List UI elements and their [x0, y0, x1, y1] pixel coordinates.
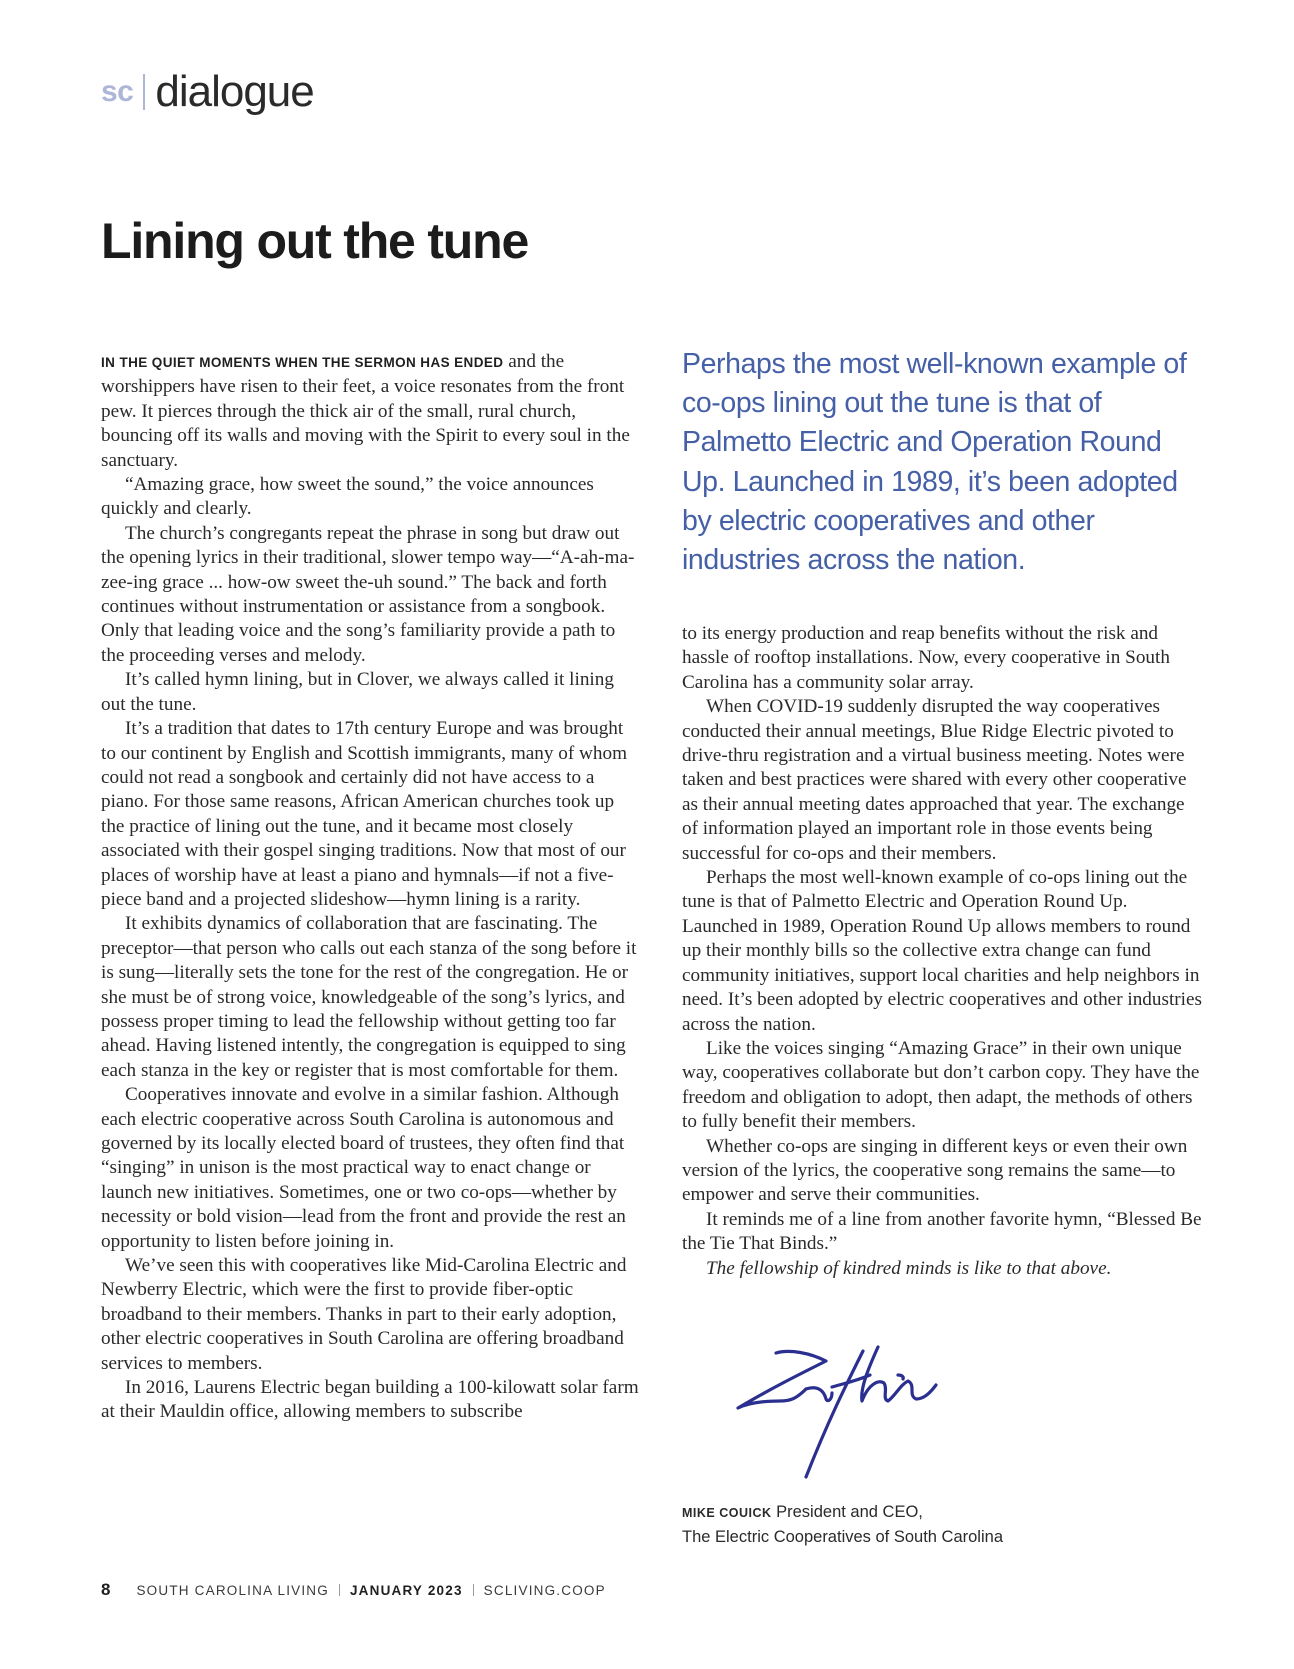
article-paragraph: The church’s congregants repeat the phrase in song but draw out the opening lyrics in their traditional, slower tempo way—“A-ah-ma-zee-ing grace ... how-ow sweet the-uh sound.” The back and forth continues without instrumentation or assistance from a songbook. Only that leading voice and the song’s familiarity provide a path to the proceeding verses and melody. — [101, 522, 635, 666]
signer-name: MIKE COUICK — [682, 1506, 772, 1520]
section-tag-abbrev: sc — [101, 75, 134, 108]
article-paragraph: Cooperatives innovate and evolve in a similar fashion. Although each electric cooperative across South Carolina is autonomous and governed by its locally elected board of trustees, they often find that “singing” in unison is the most practical way to enact change or launch new initiatives. Sometimes, one or two co-ops—whether by necessity or bold vision—lead from the front and provide the rest an opportunity to listen before joining in. — [101, 1084, 626, 1252]
article-paragraph: to its energy production and reap benefits without the risk and hassle of rooftop installations. Now, every cooperative in South Carolina has a community solar array. — [682, 623, 1170, 693]
article-paragraph: Like the voices singing “Amazing Grace” in their own unique way, cooperatives collaborate but don’t carbon copy. They have the freedom and obligation to adopt, then adapt, the methods of others to fully benefit their members. — [682, 1037, 1200, 1133]
publication-name: SOUTH CAROLINA LIVING — [136, 1582, 329, 1598]
page-number: 8 — [101, 1580, 111, 1599]
article-paragraph: “Amazing grace, how sweet the sound,” the voice announces quickly and clearly. — [101, 474, 594, 520]
article-paragraph: In 2016, Laurens Electric began building a 100-kilowatt solar farm at their Mauldin office, allowing members to subscribe — [101, 1377, 639, 1423]
handwritten-signature — [728, 1345, 958, 1485]
article-column-right — [682, 622, 1204, 1281]
article-paragraph: When COVID-19 suddenly disrupted the way cooperatives conducted their annual meetings, Blue Ridge Electric pivoted to drive-thru registration and a virtual business meeting. Notes were taken and best practices were shared with every other cooperative as their annual meeting dates approached that year. The exchange of information played an important role in those events being successful for co-ops and their members. — [682, 696, 1187, 864]
article-paragraph-text: and the worshippers have risen to their feet, a voice resonates from the front pew. It pierces through the thick air of the small, rural church, bouncing off its walls and moving with the Spirit to every soul in the sanctuary. — [101, 351, 630, 471]
page-footer — [101, 1580, 606, 1600]
footer-divider — [473, 1584, 474, 1596]
closing-quote: The fellowship of kindred minds is like to that above. — [706, 1257, 1112, 1279]
signer-organization: The Electric Cooperatives of South Carolina — [682, 1528, 1003, 1546]
signer-title: President and CEO, — [776, 1503, 923, 1521]
article-headline: Lining out the tune — [101, 213, 529, 269]
article-paragraph: It’s called hymn lining, but in Clover, we always called it lining out the tune. — [101, 669, 614, 715]
article-paragraph: Whether co-ops are singing in different keys or even their own version of the lyrics, the cooperative song remains the same—to empower and serve their communities. — [682, 1135, 1188, 1206]
signature-block — [682, 1500, 1003, 1549]
article-paragraph: We’ve seen this with cooperatives like Mid-Carolina Electric and Newberry Electric, which were the first to provide fiber-optic broadband to their members. Thanks in part to their early adoption, other electric cooperatives in South Carolina are offering broadband services to members. — [101, 1255, 627, 1374]
website-link[interactable]: SCLIVING.COOP — [483, 1582, 606, 1598]
article-column-left — [101, 350, 641, 1425]
issue-date: JANUARY 2023 — [349, 1582, 463, 1598]
article-lead-in: IN THE QUIET MOMENTS WHEN THE SERMON HAS ENDED — [101, 355, 504, 370]
article-paragraph: It reminds me of a line from another favorite hymn, “Blessed Be the Tie That Binds.” — [682, 1208, 1202, 1255]
article-paragraph: Perhaps the most well-known example of co-ops lining out the tune is that of Palmetto Electric and Operation Round Up. Launched in 1989, Operation Round Up allows members to round up their monthly bills so the collective extra change can fund community initiatives, support local charities and help neighbors in need. It’s been adopted by electric cooperatives and other industries across the nation. — [682, 867, 1203, 1035]
section-tag-divider — [143, 74, 145, 110]
footer-divider — [339, 1584, 340, 1596]
pull-quote: Perhaps the most well-known example of co-ops lining out the tune is that of Palmetto Electric and Operation Round Up. Launched in 1989, it’s been adopted by electric cooperatives and other industries across the nation. — [682, 348, 1187, 577]
signature-graphic — [728, 1345, 958, 1485]
article-paragraph: It exhibits dynamics of collaboration that are fascinating. The preceptor—that person who calls out each stanza of the song before it is sung—literally sets the tone for the rest of the congregation. He or she must be of strong voice, knowledgeable of the song’s lyrics, and possess proper timing to lead the fellowship without getting too far ahead. Having listened intently, the congregation is equipped to sing each stanza in the key or register that is most comfortable for them. — [101, 913, 637, 1081]
signature-name-line — [682, 1500, 1003, 1525]
article-paragraph: It’s a tradition that dates to 17th century Europe and was brought to our continent by English and Scottish immigrants, many of whom could not read a songbook and certainly did not have access to a piano. For those same reasons, African American churches took up the practice of lining out the tune, and it became most closely associated with their gospel singing traditions. Now that most of our places of worship have at least a piano and hymnals—if not a five-piece band and a projected slideshow—hymn lining is a rarity. — [101, 718, 628, 910]
article-paragraph — [101, 350, 641, 473]
section-tag-name: dialogue — [155, 67, 314, 116]
section-tag — [101, 62, 314, 122]
